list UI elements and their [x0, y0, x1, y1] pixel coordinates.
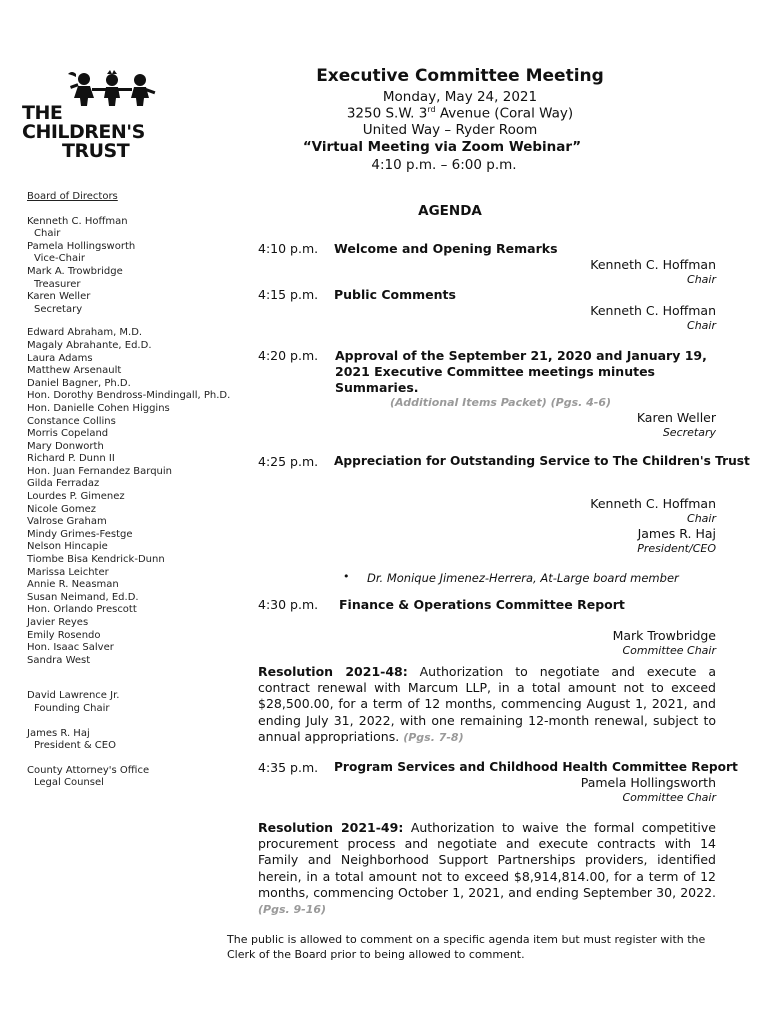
board-member: Hon. Orlando Prescott [27, 604, 137, 616]
address-sup: rd [427, 105, 436, 114]
item-title: Public Comments [334, 287, 456, 302]
meeting-address [230, 105, 690, 122]
board-member: Morris Copeland [27, 428, 109, 440]
board-member: Mindy Grimes-Festge [27, 528, 133, 540]
presenter-role: Secretary [662, 426, 716, 439]
board-member: Hon. Isaac Salver [27, 642, 114, 654]
honoree-item: Dr. Monique Jimenez-Herrera, At-Large board member [367, 571, 679, 585]
page-reference: (Pgs. 7-8) [403, 730, 464, 744]
member-list [27, 327, 242, 667]
children-figures-icon [62, 70, 158, 106]
bullet-icon: • [343, 570, 350, 583]
board-member: Tiombe Bisa Kendrick-Dunn [27, 554, 165, 566]
founding-chair-name: David Lawrence Jr. [27, 690, 120, 702]
board-member: Magaly Abrahante, Ed.D. [27, 339, 152, 351]
meeting-room: United Way – Ryder Room [362, 122, 538, 138]
officer-role: Secretary [34, 303, 83, 315]
board-member: Constance Collins [27, 415, 116, 427]
presenter-name: Mark Trowbridge [612, 628, 716, 643]
logo-line-1: THE [22, 102, 63, 124]
item-title-line: 2021 Executive Committee meetings minutes [335, 364, 656, 379]
item-time: 4:20 p.m. [258, 348, 319, 363]
meeting-time: 4:10 p.m. – 6:00 p.m. [371, 157, 517, 173]
officer-name: Pamela Hollingsworth [27, 240, 136, 252]
board-member: Hon. Danielle Cohen Higgins [27, 402, 170, 414]
board-member: Emily Rosendo [27, 629, 101, 641]
board-member: Mary Donworth [27, 440, 104, 452]
public-comment-note: The public is allowed to comment on a specific agenda item but must register with the Clerk of the Board prior to being allowed to comment. [227, 933, 706, 961]
counsel-name: County Attorney's Office [27, 764, 150, 776]
presenter-role: President/CEO [637, 542, 716, 555]
officer-role: Vice-Chair [34, 253, 85, 265]
board-member: Hon. Dorothy Bendross-Mindingall, Ph.D. [27, 390, 231, 402]
presenter-name: Kenneth C. Hoffman [590, 303, 716, 318]
board-member: Gilda Ferradaz [27, 478, 100, 490]
founding-chair-role: Founding Chair [34, 702, 110, 714]
officer-role: Treasurer [34, 278, 81, 290]
board-member: Hon. Juan Fernandez Barquin [27, 465, 173, 477]
item-time: 4:15 p.m. [258, 287, 319, 302]
logo-line-3: TRUST [62, 140, 130, 162]
officer-name: Kenneth C. Hoffman [27, 215, 128, 227]
counsel-role: Legal Counsel [34, 777, 104, 789]
presenter-role: Committee Chair [622, 644, 716, 657]
agenda-heading: AGENDA [418, 203, 482, 219]
resolution-text: Authorization to waive the formal competitive procurement process and negotiate and execute contracts with 14 Family and Neighborhood Support Partnerships providers, identified herein, in a total amount not to exceed $8,914,814.00, for a term of 12 months, commencing October 1, 2021, and ending September 30, 2022. [258, 820, 716, 900]
board-sidebar [27, 191, 242, 790]
address-post: Avenue (Coral Way) [435, 105, 574, 122]
board-member: Susan Neimand, Ed.D. [27, 591, 139, 603]
meeting-date: Monday, May 24, 2021 [382, 89, 538, 105]
board-member: Matthew Arsenault [27, 365, 122, 377]
board-member: Sandra West [27, 654, 91, 666]
meeting-title: Executive Committee Meeting [316, 66, 604, 86]
board-member: Edward Abraham, M.D. [27, 327, 143, 339]
president-role: President & CEO [34, 740, 116, 752]
item-title: Finance & Operations Committee Report [339, 597, 625, 612]
presenter-role: Chair [687, 319, 716, 332]
item-time: 4:35 p.m. [258, 760, 319, 775]
officer-list [27, 216, 242, 317]
presenter-role: Committee Chair [622, 791, 716, 804]
presenter-role: Chair [687, 512, 716, 525]
item-title-line: Summaries. [335, 380, 419, 395]
president-name: James R. Haj [27, 727, 90, 739]
board-member: Marissa Leichter [27, 566, 109, 578]
logo-line-2: CHILDREN'S [22, 121, 145, 143]
address-pre: 3250 S.W. 3 [346, 105, 428, 122]
item-title: Welcome and Opening Remarks [334, 241, 558, 256]
board-member: Javier Reyes [27, 617, 89, 628]
item-title-line: Approval of the September 21, 2020 and January 19, [335, 348, 707, 363]
presenter-name: Kenneth C. Hoffman [590, 496, 716, 511]
item-title: Appreciation for Outstanding Service to The Children's Trust [334, 454, 750, 468]
officer-role: Chair [34, 228, 61, 240]
board-title: Board of Directors [27, 191, 118, 202]
page-reference: (Pgs. 9-16) [258, 903, 327, 917]
board-member: Nelson Hincapie [27, 541, 108, 553]
resolution-label: Resolution 2021-49: [258, 820, 404, 835]
presenter-role: Chair [687, 273, 716, 286]
officer-name: Mark A. Trowbridge [27, 265, 123, 277]
item-title: Program Services and Childhood Health Committee Report [334, 760, 738, 774]
item-time: 4:25 p.m. [258, 454, 319, 469]
meeting-virtual: “Virtual Meeting via Zoom Webinar” [302, 139, 582, 155]
board-member: Lourdes P. Gimenez [27, 491, 125, 503]
presenter-name: Kenneth C. Hoffman [590, 257, 716, 272]
officer-name: Karen Weller [27, 291, 91, 303]
resolution-paragraph [258, 820, 716, 918]
board-member: Laura Adams [27, 352, 93, 364]
board-member: Nicole Gomez [27, 503, 96, 515]
item-time: 4:30 p.m. [258, 597, 319, 612]
board-member: Annie R. Neasman [27, 579, 119, 591]
presenter-name: Pamela Hollingsworth [580, 775, 716, 790]
resolution-paragraph [258, 664, 716, 746]
board-member: Richard P. Dunn II [27, 453, 115, 465]
resolution-label: Resolution 2021-48: [258, 664, 408, 679]
item-time: 4:10 p.m. [258, 241, 319, 256]
page-reference: (Additional Items Packet) (Pgs. 4-6) [390, 396, 612, 409]
presenter-name: James R. Haj [637, 526, 716, 541]
presenter-name: Karen Weller [636, 410, 716, 425]
board-member: Valrose Graham [27, 516, 107, 528]
resolution-text: Authorization to negotiate and execute a contract renewal with Marcum LLP, in a total amount not to exceed $28,500.00, for a term of 12 months, commencing August 1, 2021, and ending July 31, 2022, with one remaining 12-month renewal, subject to annual appropriations. [258, 664, 716, 744]
board-member: Daniel Bagner, Ph.D. [27, 377, 131, 389]
childrens-trust-logo [22, 70, 162, 166]
